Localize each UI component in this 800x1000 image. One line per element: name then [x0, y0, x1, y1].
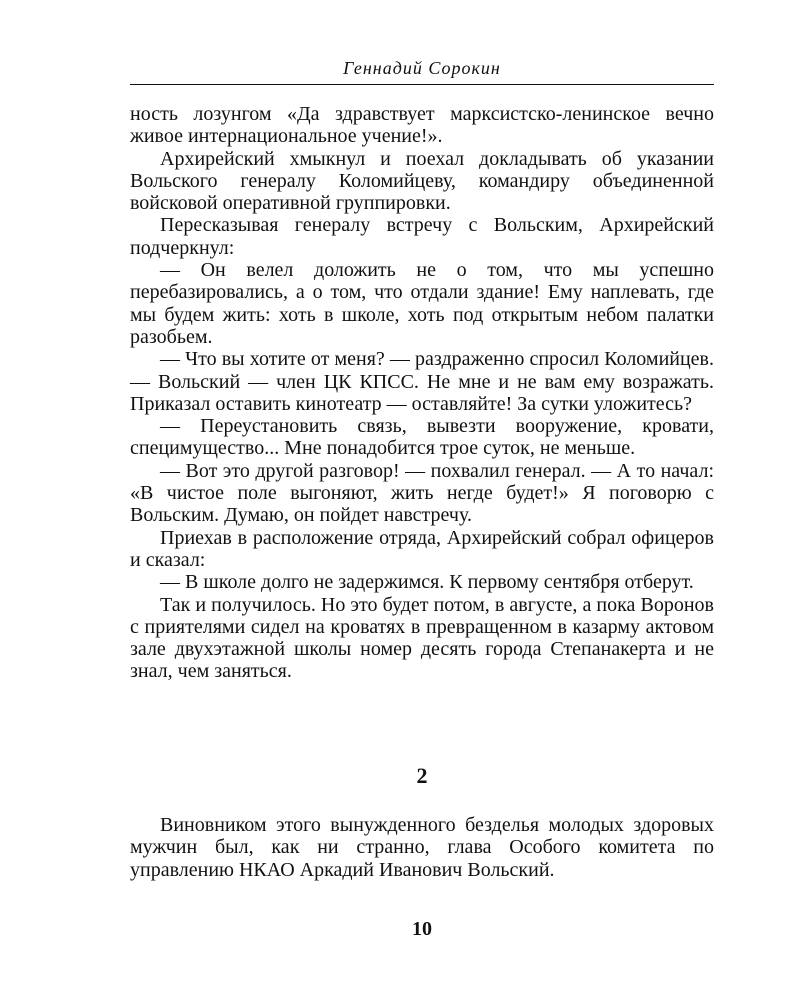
running-header-author: Геннадий Сорокин: [343, 58, 501, 78]
paragraph: — Переустановить связь, вывезти вооружение, кровати, специмущество... Мне понадобится трое суток, не меньше.: [130, 415, 714, 460]
page-number: 10: [412, 918, 432, 940]
paragraph: Приехав в расположение отряда, Архирейский собрал офицеров и сказал:: [130, 526, 714, 571]
book-page: [130, 0, 714, 1000]
chapter-number: 2: [416, 763, 428, 788]
paragraph: ность лозунгом «Да здравствует марксистско-ленинское вечно живое интернациональное учение!».: [130, 103, 714, 148]
paragraph: Виновником этого вынужденного безделья молодых здоровых мужчин был, как ни странно, глава Особого комитета по управлению НКАО Аркадий Иванович Вольский.: [130, 814, 714, 881]
paragraph: — Вот это другой разговор! — похвалил генерал. — А то начал: «В чистое поле выгоняют, жить негде будет!» Я поговорю с Вольским. Думаю, он пойдет навстречу.: [130, 459, 714, 527]
paragraph: Пересказывая генералу встречу с Вольским, Архирейский подчеркнул:: [130, 214, 714, 259]
paragraph: Архирейский хмыкнул и поехал докладывать об указании Вольского генералу Коломийцеву, командиру объединенной войсковой оперативной группировки.: [130, 147, 714, 215]
header-rule: [130, 84, 714, 85]
chapter-text: [130, 814, 714, 881]
paragraph: — В школе долго не задержимся. К первому сентября отберут.: [160, 571, 694, 594]
main-text: [130, 103, 714, 683]
paragraph: — Он велел доложить не о том, что мы успешно перебазировались, а о том, что отдали здание! Ему наплевать, где мы будем жить: хоть в школе, хоть под открытым небом палатки разобьем.: [130, 259, 714, 348]
paragraph: — Что вы хотите от меня? — раздраженно спросил Коломийцев. — Вольский — член ЦК КПСС. Не мне и не вам ему возражать. Приказал оставить кинотеатр — оставляйте! За сутки уложитесь?: [130, 348, 714, 415]
paragraph: Так и получилось. Но это будет потом, в августе, а пока Воронов с приятелями сидел на кроватях в превращенном в казарму актовом зале двухэтажной школы номер десять города Степанакерта и не знал, чем заняться.: [130, 593, 714, 683]
